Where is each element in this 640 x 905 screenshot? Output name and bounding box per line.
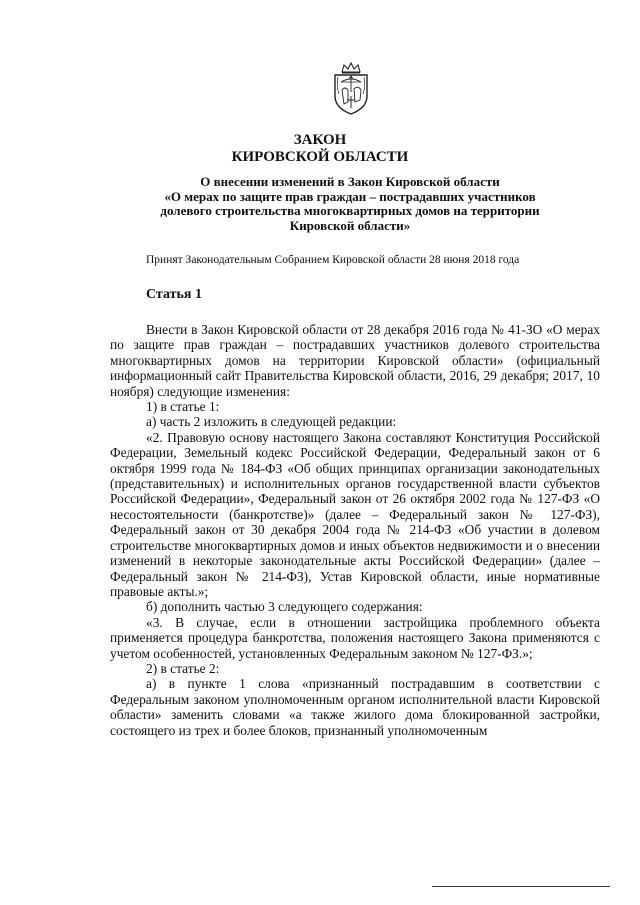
adoption-note: Принят Законодательным Собранием Кировской области 28 июня 2018 года (146, 254, 520, 266)
footer-divider (432, 886, 610, 887)
paragraph: «2. Правовую основу настоящего Закона составляют Конституция Российской Федерации, Земельный кодекс Российской Федерации, Федеральный закон от 6 октября 1999 года № 184-ФЗ «Об общих принципах организации законодательных (представительных) и исполнительных органов государственной власти субъектов Российской Федерации», Федеральный закон от 26 октября 2002 года № 127-ФЗ «О несостоятельности (банкротстве)» (далее – Федеральный закон № 127-ФЗ), Федеральный закон от 30 декабря 2004 года № 214-ФЗ «Об участии в долевом строительстве многоквартирных домов и иных объектов недвижимости и о внесении изменений в некоторые законодательные акты Российской Федерации» (далее – Федеральный закон № 214-ФЗ), Устав Кировской области, иные нормативные правовые акты.»; (110, 429, 600, 599)
subtitle-line: долевого строительства многоквартирных домов на территории (160, 203, 540, 218)
paragraph: «3. В случае, если в отношении застройщика проблемного объекта применяется процедура банкротства, положения настоящего Закона применяются с учетом особенностей, установленных Федеральным законом № 127-ФЗ.»; (110, 614, 600, 661)
article-heading: Статья 1 (146, 287, 202, 302)
subtitle-line: «О мерах по защите прав граждан – пострадавших участников (164, 188, 536, 204)
law-title (0, 132, 640, 166)
law-label: ЗАКОН (293, 132, 347, 148)
paragraph: б) дополнить частью 3 следующего содержания: (146, 599, 423, 615)
paragraph: а) в пункте 1 слова «признанный пострадавшим в соответствии с Федеральным законом уполномоченным органом исполнительной власти Кировской области» заменить словами «а также жилого дома блокированной застройки, состоящего из трех и более блоков, признанный уполномоченным (110, 676, 600, 738)
region-label: КИРОВСКОЙ ОБЛАСТИ (231, 149, 409, 165)
paragraph: а) часть 2 изложить в следующей редакции: (146, 414, 397, 430)
article-body (110, 322, 600, 738)
paragraph: 2) в статье 2: (146, 660, 220, 676)
coat-of-arms-icon (330, 62, 372, 116)
subtitle-line: О внесении изменений в Закон Кировской области (200, 174, 500, 189)
paragraph: Внести в Закон Кировской области от 28 декабря 2016 года № 41-ЗО «О мерах по защите прав граждан – пострадавших участников долевого строительства многоквартирных домов на территории Кировской области» (официальный информационный сайт Правительства Кировской области, 2016, 29 декабря; 2017, 10 ноября) следующие изменения: (110, 322, 600, 399)
paragraph: 1) в статье 1: (146, 399, 220, 415)
law-subtitle (110, 175, 590, 233)
subtitle-line: Кировской области» (289, 217, 411, 233)
